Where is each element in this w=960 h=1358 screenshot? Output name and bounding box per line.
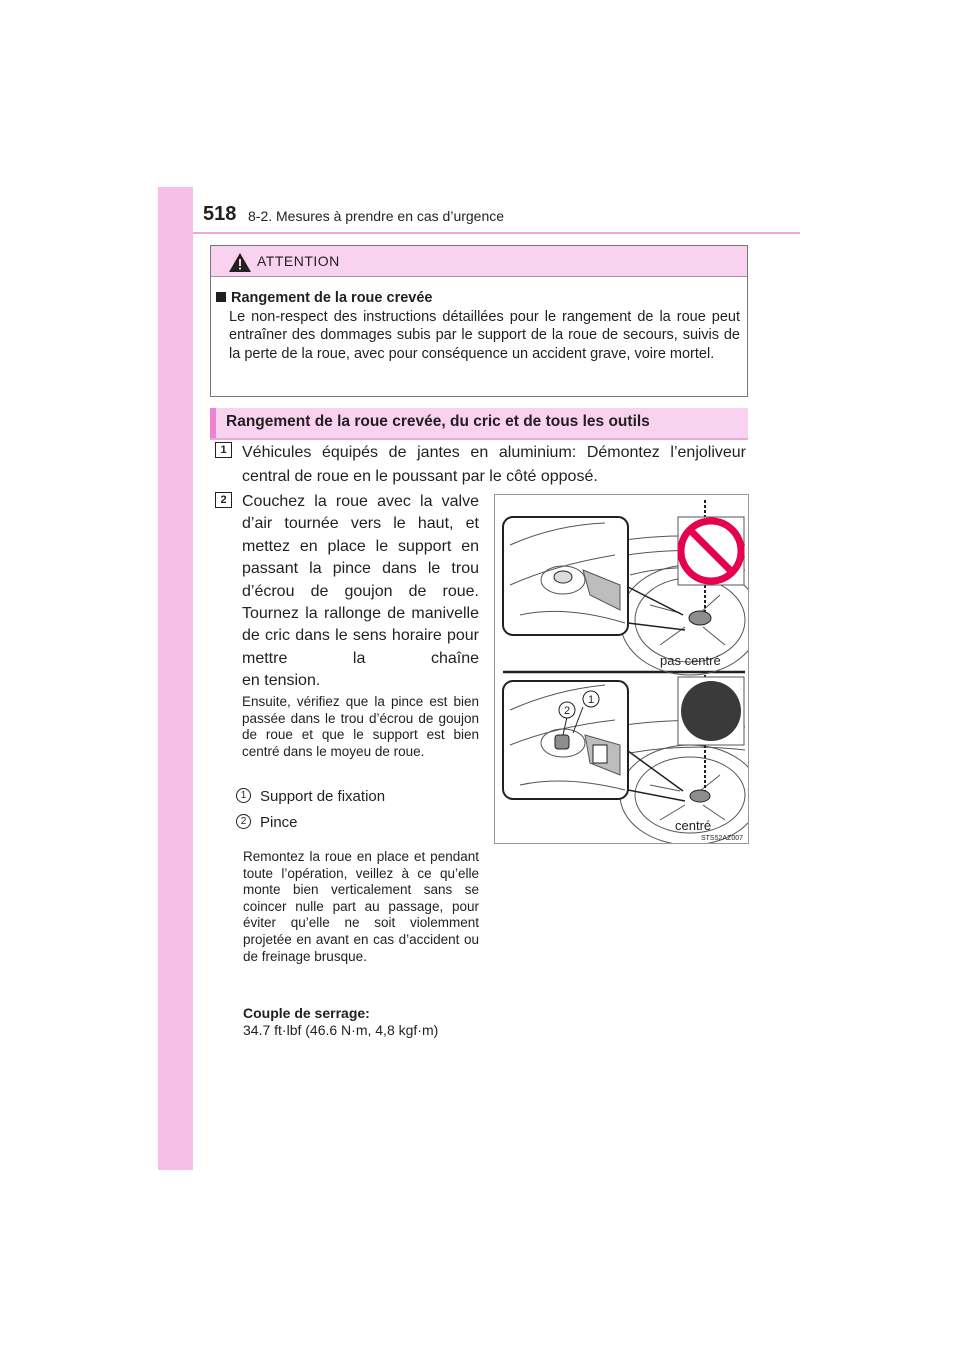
step-2-caution: Remontez la roue en place et pendant toute l’opération, veillez à ce qu’elle monte bien verticalement sans se coincer nulle part au passage, pour éviter qu’elle ne soit violemment projetée en avant en cas d’accident ou de freinage brusque. [243, 849, 479, 964]
illustration-spare-tire [494, 494, 749, 844]
step-1-text: Véhicules équipés de jantes en aluminium: Démontez l’enjoliveur central de roue en le poussant par le côté opposé. [242, 444, 746, 485]
callout-1: 1 [587, 694, 595, 706]
attention-body: Le non-respect des instructions détaillées pour le rangement de la roue peut entraîner des dommages subis par le support de la roue de secours, suivis de la perte de la roue, avec pour conséquence un accident grave, voire mortel. [229, 309, 740, 362]
callout-2: 2 [563, 705, 571, 717]
section-accent-bar [210, 408, 216, 438]
torque-title: Couple de serrage: [243, 1005, 370, 1021]
attention-subtitle: Rangement de la roue crevée [216, 290, 432, 306]
legend-label-1: Support de fixation [260, 788, 386, 805]
chapter-sidebar-tab [158, 187, 193, 1170]
correct-icon [681, 681, 741, 741]
attention-header [211, 246, 747, 277]
legend-number-1: 1 [236, 788, 251, 803]
warning-icon [229, 253, 251, 272]
tire-storage-illustration [495, 495, 748, 843]
step-2-main: Couchez la roue avec la valve d’air tournée vers le haut, et mettez en place le support en passant la pince dans le trou d’écrou de goujon de roue. Tournez la rallonge de manivelle de cric dans le sens horaire pour mettre la chaîne [242, 493, 479, 667]
legend-label-2: Pince [260, 814, 298, 831]
label-not-centered: pas centré [660, 653, 721, 668]
label-centered: centré [675, 818, 712, 833]
attention-title: ATTENTION [257, 253, 340, 269]
section-title: Rangement de la roue crevée, du cric et de tous les outils [226, 413, 650, 430]
step-number-2: 2 [215, 492, 232, 508]
section-heading [210, 408, 748, 440]
torque-value: 34.7 ft·lbf (46.6 N·m, 4,8 kgf·m) [243, 1022, 439, 1038]
step-2-note: Ensuite, vérifiez que la pince est bien passée dans le trou d’écrou de goujon de roue et que le support est bien centré dans le moyeu de roue. [242, 694, 479, 759]
header-rule [193, 232, 800, 234]
legend-number-2: 2 [236, 814, 251, 829]
figure-code: STS52AZ007 [700, 835, 743, 842]
chapter-title: 8-2. Mesures à prendre en cas d’urgence [248, 208, 505, 224]
attention-box [210, 245, 748, 397]
step-2-text [242, 491, 479, 693]
page-number: 518 [203, 203, 237, 225]
square-bullet-icon [216, 292, 226, 302]
step-number-1: 1 [215, 442, 232, 458]
step-2-last-line: en tension. [242, 672, 321, 690]
